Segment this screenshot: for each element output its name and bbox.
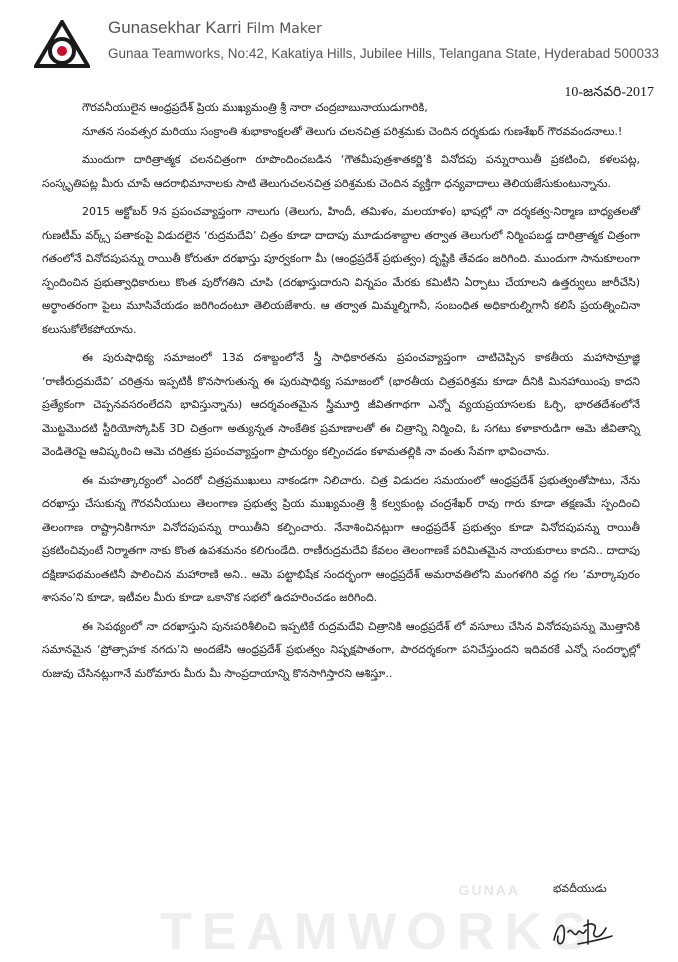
greeting-line: నూతన సంవత్సర మరియు సంక్రాంతి శుభాకాంక్షలతో తెలుగు చలనచిత్ర పరిశ్రమకు చెందిన దర్శకుడు గుణశేఖర్ గౌరవవందనాలు.! — [82, 124, 623, 138]
paragraph: ఈ సెపథ్యంలో నా దరఖాస్తుని పునఃపరిశీలించి ఇప్పటికే రుద్రమదేవి చిత్రానికి ఆంధ్రప్రదేశ్ లో వసూలు చేసిన వినోదపుపన్ను మొత్తానికి సమానమైన ‘ప్రోత్సాహక నగదు’ని అందజేసి ఆంధ్రప్రదేశ్ ప్రభుత్వం నిష్పక్షపాతంగా, పారదర్శకంగా పనిచేస్తుందని ఇదివరకే ఎన్నో సందర్భాల్లో రుజువు చేసినట్లుగానే మరోమారు మీరు మీ సాంప్రదాయాన్ని కొనసాగిస్తారని ఆశిస్తూ.. — [42, 619, 640, 680]
teamworks-logo-icon — [34, 20, 90, 70]
salutation-line: గౌరవనీయులైన ఆంధ్రప్రదేశ్ ప్రియ ముఖ్యమంత్రి శ్రీ నారా చంద్రబాబునాయుడుగారికి, — [82, 101, 428, 114]
paragraph: ముందుగా దారిత్రాత్మక చలనచిత్రంగా రూపొందించబడిన ‘గౌతమీపుత్రశాతకర్ణి’కి వినోదపు పన్నురాయితీ ప్రకటించి, కళలపట్ల, సంస్కృతిపట్ల మీరు చూపే ఆదరాభిమానాలకు సాటి తెలుగుచలనచిత్ర పరిశ్రమకు చెందిన వ్యక్తిగా ధన్యవాదాలు తెలియజేసుకుంటున్నాను. — [42, 153, 640, 190]
signature-icon — [548, 910, 618, 952]
letterhead-address: Gunaa Teamworks, No:42, Kakatiya Hills, Jubilee Hills, Telangana State, Hyderabad 500033 — [108, 46, 660, 61]
paragraph: ఈ పురుషాధిక్య సమాజంలో 13వ దశాబ్దంలోనే స్త్రీ సాధికారతను ప్రపంచవ్యాప్తంగా చాటిచెప్పిన కాకతీయ మహాసామ్రాజ్ఞి ‘రాణీరుద్రమదేవి’ చరిత్రను ఇప్పటికీ కొనసాగుతున్న ఈ పురుషాధిక్య సమాజంలో (భారతీయ చిత్రపరిశ్రమ కూడా దీనికి మినహాయింపు కాదని ప్రత్యేకంగా చెప్పనవసరంలేదని భావిస్తున్నాను) ఆదర్శవంతమైన స్త్రీమూర్తి జీవితగాథగా ఎన్నో వ్యయప్రయాసలకు ఓర్చి, భారతదేశంలోనే మొట్టమొదటి స్టీరియోస్కోపిక్ 3D చిత్రంగా అత్యున్నత సాంకేతిక ప్రమాణాలతో ఈ చిత్రాన్ని నిర్మించి, ఓ సగటు కళాకారుడిగా ఆమె జీవితాన్ని వెండితెరపై ఆవిష్కరించి ఆమె చరిత్రకు ప్రపంచవ్యాప్తంగా ప్రాచుర్యం కల్పించడం కళామతల్లికి నా వంతు సేవగా భావించాను. — [42, 351, 640, 458]
letterhead — [34, 14, 664, 74]
letterhead-role: Film Maker — [246, 21, 322, 37]
letter-body — [42, 96, 640, 690]
letter-date: 10-జనవరి-2017 — [564, 85, 654, 100]
paragraph: ఈ మహత్కార్యంలో ఎందరో చిత్రప్రముఖులు నాకండగా నిలిచారు. చిత్ర విడుదల సమయంలో ఆంధ్రప్రదేశ్ ప్రభుత్వంతోపాటు, నేను దరఖాస్తు చేసుకున్న గౌరవనీయులు తెలంగాణ ప్రభుత్వ ప్రియ ముఖ్యమంత్రి శ్రీ కల్వకుంట్ల చంద్రశేఖర్ రావు గారు కూడా తక్షణమే స్పందించి తెలంగాణ రాష్ట్రానికిగానూ వినోదపుపన్ను రాయితీని కల్పించారు. నేనాశించినట్లుగా ఆంధ్రప్రదేశ్ ప్రభుత్వం కూడా వినోదపుపన్ను రాయితీ ప్రకటించివుంటే నిర్మాతగా నాకు కొంత ఉపశమనం కలిగుండేది. రాణీరుద్రమదేవి కేవలం తెలంగాణకే పరిమితమైన నాయకురాలు కాదని.. దాదాపు దక్షిణాపథమంతటినీ పాలించిన మహారాణి అని.. ఆమె పట్టాభిషేక సందర్భంగా ఆంధ్రప్రదేశ్ అమరావతిలోని మంగళగిరి వద్ద గల ‘మార్కాపురం శాసనం’ని కూడా, ఇటీవల మీరు కూడా ఒకానొక సభలో ఉదహరించడం జరిగింది. — [42, 473, 640, 604]
sign-off: భవదీయుడు — [553, 882, 607, 895]
watermark-main-text: TEAMWORKS — [160, 903, 597, 961]
letterhead-name: Gunasekhar Karri — [108, 18, 242, 37]
watermark-top-text: GUNAA — [458, 882, 520, 898]
paragraph: 2015 అక్టోబర్ 9న ప్రపంచవ్యాప్తంగా నాలుగు (తెలుగు, హిందీ, తమిళం, మలయాళం) భాషల్లో నా దర్శకత్వ-నిర్మాణ బాధ్యతలతో గుణటీమ్ వర్క్స్ పతాకంపై విడుదలైన ‘రుద్రమదేవి’ చిత్రం కూడా దాదాపు మూడుదశాబ్దాల తర్వాత తెలుగులో నిర్మింపబడ్డ దారిత్రాత్మక చిత్రంగా గతంలోనే వినోదపుపన్ను రాయితీ కోరుతూ దరఖాస్తు పూర్వకంగా మీ (ఆంధ్రప్రదేశ్ ప్రభుత్వం) దృష్టికి తేవడం జరిగింది. ముందుగా సానుకూలంగా స్పందించిన ప్రభుత్వాధికారులు కొంత పురోగతిని చూపి (దరఖాస్తుదారుని విన్నపం మేరకు కమిటీని ఏర్పాటు చేయాలని ఉత్తర్వులు జారీచేసి) అర్థాంతరంగా పైలు మూసివేయడం జరిగిందంటూ తెలియజేశారు. ఆ తర్వాత మిమ్మల్నిగానీ, సంబంధిత అధికారుల్నిగానీ కలిసే ప్రయత్నించినా కలుసుకోలేకపోయాను. — [42, 205, 640, 336]
